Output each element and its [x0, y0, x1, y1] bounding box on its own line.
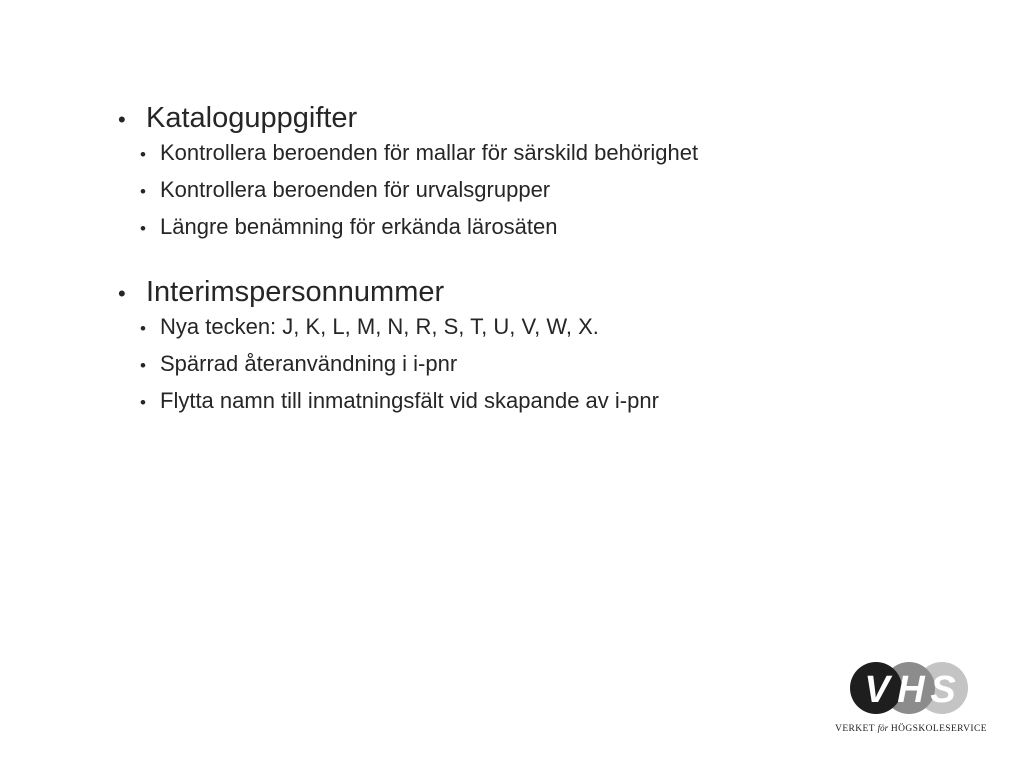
sub-bullet-text: Flytta namn till inmatningsfält vid skapande av i-pnr: [160, 388, 659, 413]
logo-letter-s: S: [930, 669, 956, 711]
bullet-dot: •: [140, 219, 146, 238]
logo-caption-hogskoleservice: HÖGSKOLESERVICE: [890, 724, 987, 734]
bullet-dot: •: [140, 356, 146, 375]
bullet-dot: •: [140, 182, 146, 201]
sub-bullet-item: [140, 349, 978, 386]
bullet-dot: •: [140, 393, 146, 412]
logo-caption-for: för: [877, 723, 889, 733]
logo-letter-v: V: [864, 669, 890, 711]
sub-bullet-item: [140, 212, 978, 249]
sub-bullet-text: Spärrad återanvändning i i-pnr: [160, 351, 458, 376]
sub-bullet-text: Nya tecken: J, K, L, M, N, R, S, T, U, V, W, X.: [160, 314, 599, 339]
sub-bullet-item: [140, 138, 978, 175]
sub-bullet-list: [118, 312, 978, 423]
bullet-dot: •: [118, 281, 126, 306]
bullet-dot: •: [118, 107, 126, 132]
section-kataloguppgifter: [118, 100, 978, 249]
heading-text: Interimspersonnummer: [146, 276, 445, 308]
section-interimspersonnummer: [118, 274, 978, 423]
bullet-dot: •: [140, 145, 146, 164]
logo-caption-verket: VERKET: [835, 724, 875, 734]
sub-bullet-text: Längre benämning för erkända lärosäten: [160, 214, 558, 239]
bullet-heading: [118, 100, 978, 138]
vhs-logo-mark: [846, 660, 976, 716]
sub-bullet-text: Kontrollera beroenden för mallar för särskild behörighet: [160, 140, 699, 165]
sub-bullet-item: [140, 386, 978, 423]
sub-bullet-list: [118, 138, 978, 249]
bullet-dot: •: [140, 319, 146, 338]
heading-text: Kataloguppgifter: [146, 102, 358, 134]
sub-bullet-item: [140, 312, 978, 349]
sub-bullet-item: [140, 175, 978, 212]
logo-letter-h: H: [897, 669, 925, 711]
logo-caption: [826, 723, 996, 734]
vhs-logo: [826, 660, 996, 740]
bullet-heading: [118, 274, 978, 312]
sub-bullet-text: Kontrollera beroenden för urvalsgrupper: [160, 177, 551, 202]
